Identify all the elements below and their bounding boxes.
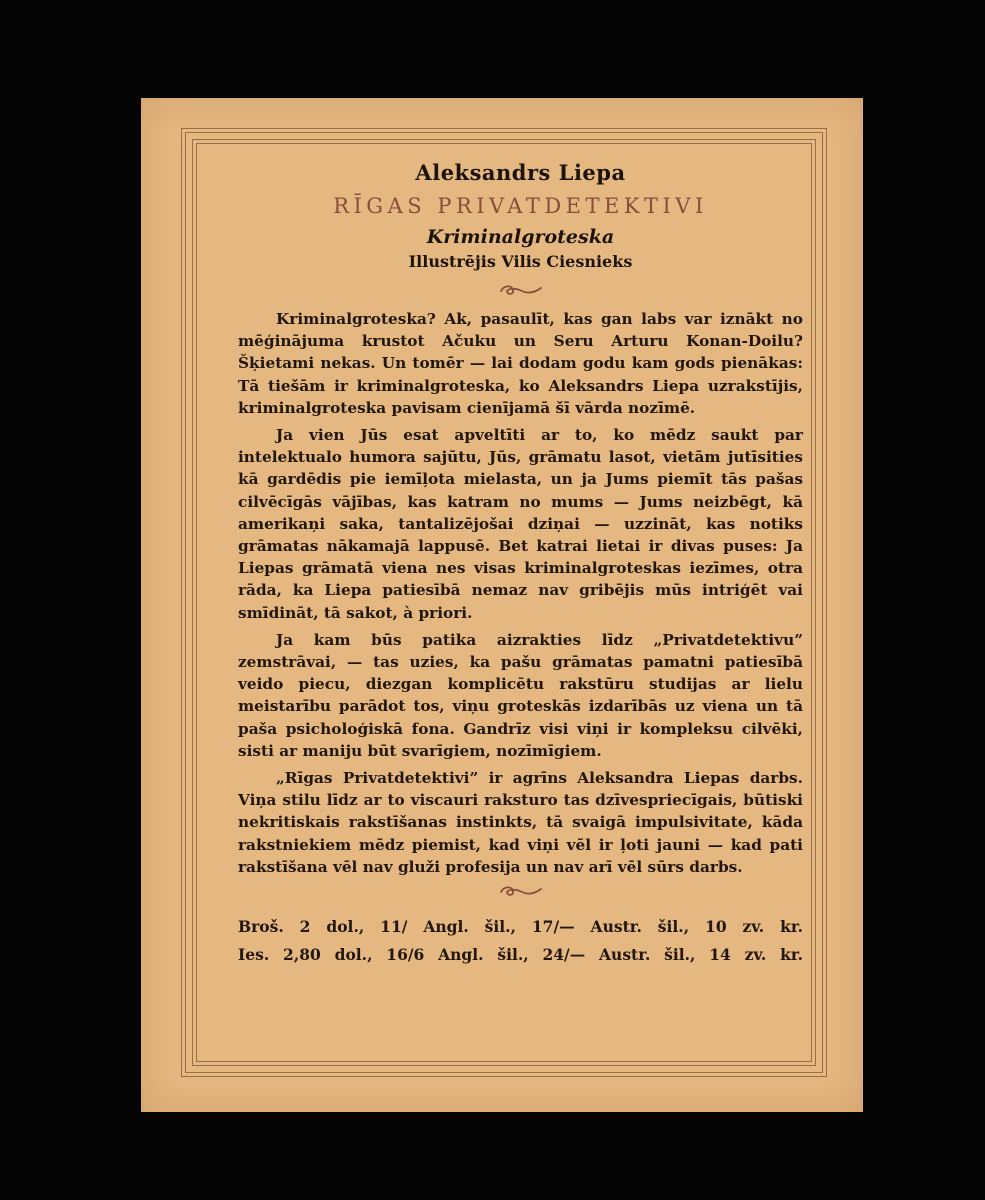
description-paragraph-3: Ja kam būs patika aizrakties līdz „Privatdetektivu” zemstrāvai, — tas uzies, ka pašu grāmatas pamatni patiesībā veido piecu, diezgan komplicētu rakstūru studijas ar lielu meistarību parādot tos, viņu groteskās izdarībās uz viena un tā paša psicholoģiskā fona. Gandrīz visi viņi ir kompleksu cilvēki, sisti ar maniju būt svarīgiem, nozīmīgiem. [238,630,803,760]
illustrator-credit: Illustrējis Vilis Ciesnieks [408,252,633,271]
price-list [238,913,803,969]
swash-ornament-icon [498,883,544,899]
swash-ornament-icon [498,282,544,298]
description-paragraph-1: Kriminalgroteska? Ak, pasaulīt, kas gan labs var iznākt no mēģinājuma krustot Ačuku un Seru Arturu Konan-Doilu? Šķietami nekas. Un tomēr — lai dodam godu kam gods pienākas: Tā tiešām ir kriminalgroteska, ko Aleksandrs Liepa uzrakstījis, kriminalgroteska pavisam cienījamā šī vārda nozīmē. [238,310,803,417]
description-paragraph-4: „Rīgas Privatdetektivi” ir agrīns Aleksandra Liepas darbs. Viņa stilu līdz ar to viscauri raksturo tas dzīvespriecīgais, būtiski nekritiskais rakstīšanas instinkts, tā svaigā impulsivitate, kāda rakstniekiem mēdz piemist, kad viņi vēl ir ļoti jauni — kad pati rakstīšana vēl nav gluži profesija un nav arī vēl sūrs darbs. [238,769,803,876]
price-line-paperback: Broš. 2 dol., 11/ Angl. šil., 17/— Austr. šil., 10 zv. kr. [238,917,803,937]
author-name: Aleksandrs Liepa [415,160,626,185]
book-cover-back [141,98,863,1112]
price-line-hardcover: Ies. 2,80 dol., 16/6 Angl. šil., 24/— Austr. šil., 14 zv. kr. [238,945,803,965]
cover-content [238,152,803,969]
description-paragraph-2: Ja vien Jūs esat apveltīti ar to, ko mēdz saukt par intelektualo humora sajūtu, Jūs, grāmatu lasot, vietām jutīsities kā gardēdis pie iemīļota mielasta, un ja Jums piemīt tās pašas cilvēcīgās vājības, kas katram no mums — Jums neizbēgt, kā amerikaņi saka, tantalizējošai dziņai — uzzināt, kas notiks grāmatas nākamajā lappusē. Bet katrai lietai ir divas puses: Ja Liepas grāmatā viena nes visas kriminalgroteskas iezīmes, otra rāda, ka Liepa patiesībā nemaz nav gribējis mūs intriģēt vai smīdināt, tā sakot, à priori. [238,426,803,622]
book-genre: Kriminalgroteska [426,226,615,248]
book-title: RĪGAS PRIVATDETEKTIVI [333,194,708,218]
